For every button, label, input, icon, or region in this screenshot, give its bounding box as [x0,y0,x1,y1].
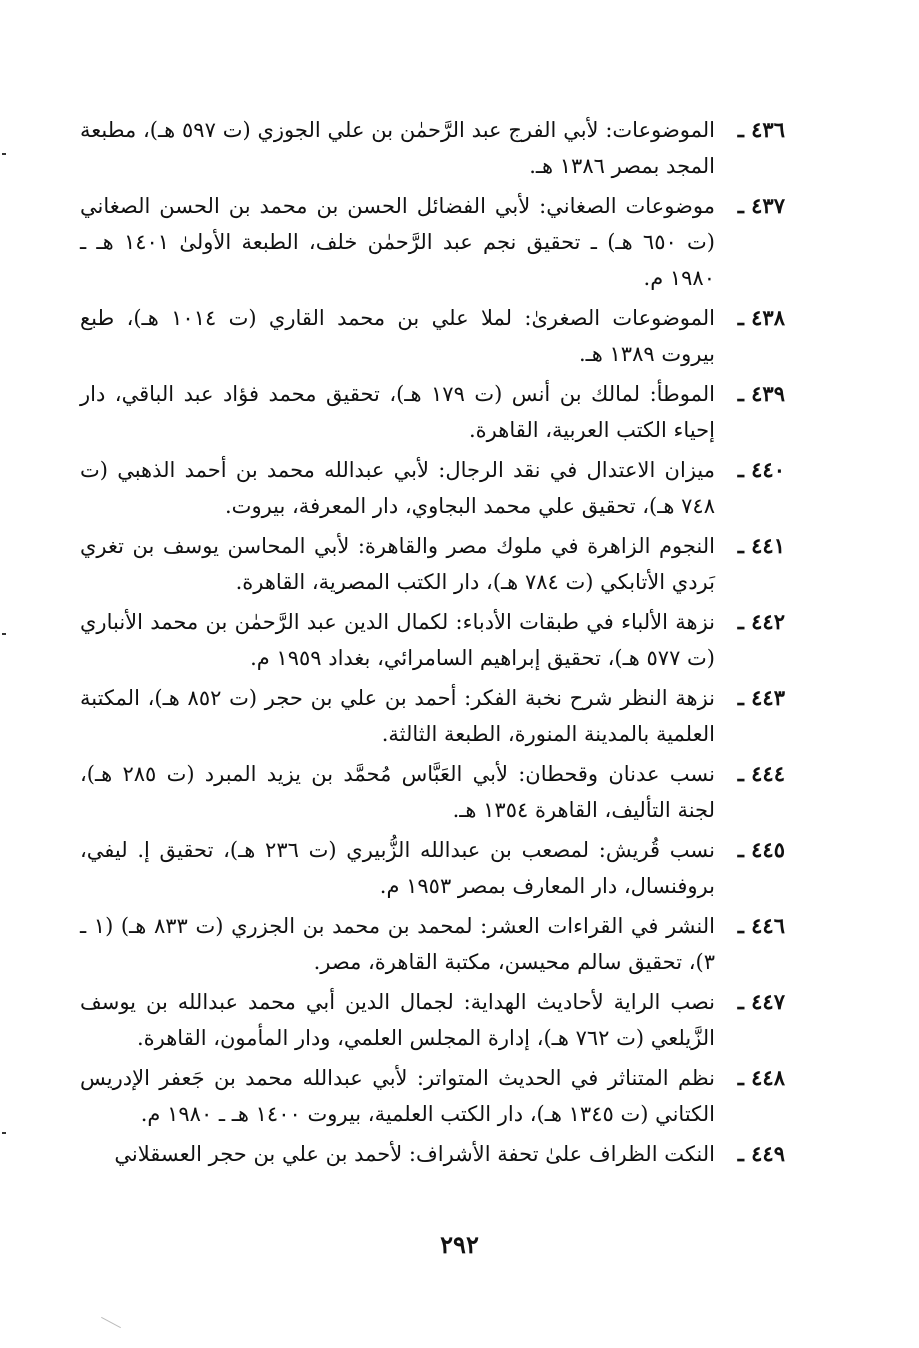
bibliography-entry-436 [80,112,785,184]
bibliography-entry-448 [80,1060,785,1132]
entry-text: النشر في القراءات العشر: لمحمد بن محمد بن الجزري (ت ٨٣٣ هـ) (١ ـ ٣)، تحقيق سالم محيسن، مكتبة القاهرة، مصر. [80,914,715,974]
bibliography-entry-449 [80,1136,785,1172]
entry-number: ٤٣٦ ـ [737,117,785,142]
entry-text: نسب قُريش: لمصعب بن عبدالله الزُّبيري (ت ٢٣٦ هـ)، تحقيق إ. ليفي، بروفنسال، دار المعارف بمصر ١٩٥٣ م. [80,838,715,898]
entry-text: نصب الراية لأحاديث الهداية: لجمال الدين أبي محمد عبدالله بن يوسف الزَّيلعي (ت ٧٦٢ هـ)، إدارة المجلس العلمي، ودار المأمون، القاهرة. [80,990,715,1050]
entry-number: ٤٤٦ ـ [737,913,785,938]
entry-number: ٤٣٩ ـ [737,381,785,406]
scan-margin-mark [2,1132,6,1134]
bibliography-entry-442 [80,604,785,676]
entry-number: ٤٣٧ ـ [737,193,785,218]
entry-number: ٤٤٧ ـ [737,989,785,1014]
bibliography-entry-437 [80,188,785,296]
bibliography-entry-445 [80,832,785,904]
entry-text: ميزان الاعتدال في نقد الرجال: لأبي عبدالله محمد بن أحمد الذهبي (ت ٧٤٨ هـ)، تحقيق علي محمد البجاوي، دار المعرفة، بيروت. [80,458,715,518]
entry-number: ٤٤٢ ـ [737,609,785,634]
entry-number: ٤٤٠ ـ [737,457,785,482]
entry-text: النكت الظراف علىٰ تحفة الأشراف: لأحمد بن علي بن حجر العسقلاني [114,1142,715,1166]
entry-text: نزهة النظر شرح نخبة الفكر: أحمد بن علي بن حجر (ت ٨٥٢ هـ)، المكتبة العلمية بالمدينة المنورة، الطبعة الثالثة. [80,686,716,746]
bibliography-entry-439 [80,376,785,448]
bibliography-entry-438 [80,300,785,372]
entry-text: الموضوعات الصغرىٰ: لملا علي بن محمد القاري (ت ١٠١٤ هـ)، طبع بيروت ١٣٨٩ هـ. [80,306,716,366]
bibliography-entry-443 [80,680,785,752]
entry-text: موضوعات الصغاني: لأبي الفضائل الحسن بن محمد بن الحسن الصغاني (ت ٦٥٠ هـ) ـ تحقيق نجم عبد الرَّحمٰن خلف، الطبعة الأولىٰ ١٤٠١ هـ ـ ١٩٨٠ م. [80,194,716,290]
scan-margin-mark [2,633,6,635]
scan-margin-mark [2,153,6,155]
entry-number: ٤٤٣ ـ [737,685,785,710]
entry-text: النجوم الزاهرة في ملوك مصر والقاهرة: لأبي المحاسن يوسف بن تغري بَردي الأتابكي (ت ٧٨٤ هـ)، دار الكتب المصرية، القاهرة. [80,534,715,594]
bibliography-entry-440 [80,452,785,524]
entry-number: ٤٣٨ ـ [737,305,785,330]
entry-text: نزهة الألباء في طبقات الأدباء: لكمال الدين عبد الرَّحمٰن بن محمد الأنباري (ت ٥٧٧ هـ)، تحقيق إبراهيم السامرائي، بغداد ١٩٥٩ م. [80,610,715,670]
entry-number: ٤٤٥ ـ [737,837,785,862]
entry-text: الموضوعات: لأبي الفرج عبد الرَّحمٰن بن علي الجوزي (ت ٥٩٧ هـ)، مطبعة المجد بمصر ١٣٨٦ هـ. [80,118,716,178]
bibliography-list [80,112,785,1176]
bibliography-entry-444 [80,756,785,828]
entry-number: ٤٤٩ ـ [737,1141,785,1166]
entry-text: الموطأ: لمالك بن أنس (ت ١٧٩ هـ)، تحقيق محمد فؤاد عبد الباقي، دار إحياء الكتب العربية، القاهرة. [80,382,715,442]
entry-text: نسب عدنان وقحطان: لأبي العَبَّاس مُحمَّد بن يزيد المبرد (ت ٢٨٥ هـ)، لجنة التأليف، القاهرة ١٣٥٤ هـ. [80,762,716,822]
bibliography-entry-441 [80,528,785,600]
entry-number: ٤٤٤ ـ [737,761,785,786]
entry-number: ٤٤٨ ـ [737,1065,785,1090]
bibliography-entry-447 [80,984,785,1056]
page-number: ٢٩٢ [440,1230,479,1259]
entry-number: ٤٤١ ـ [737,533,785,558]
scan-artifact [101,1317,121,1328]
entry-text: نظم المتناثر في الحديث المتواتر: لأبي عبدالله محمد بن جَعفر الإدريس الكتاني (ت ١٣٤٥ هـ)، دار الكتب العلمية، بيروت ١٤٠٠ هـ ـ ١٩٨٠ م. [80,1066,715,1126]
bibliography-entry-446 [80,908,785,980]
